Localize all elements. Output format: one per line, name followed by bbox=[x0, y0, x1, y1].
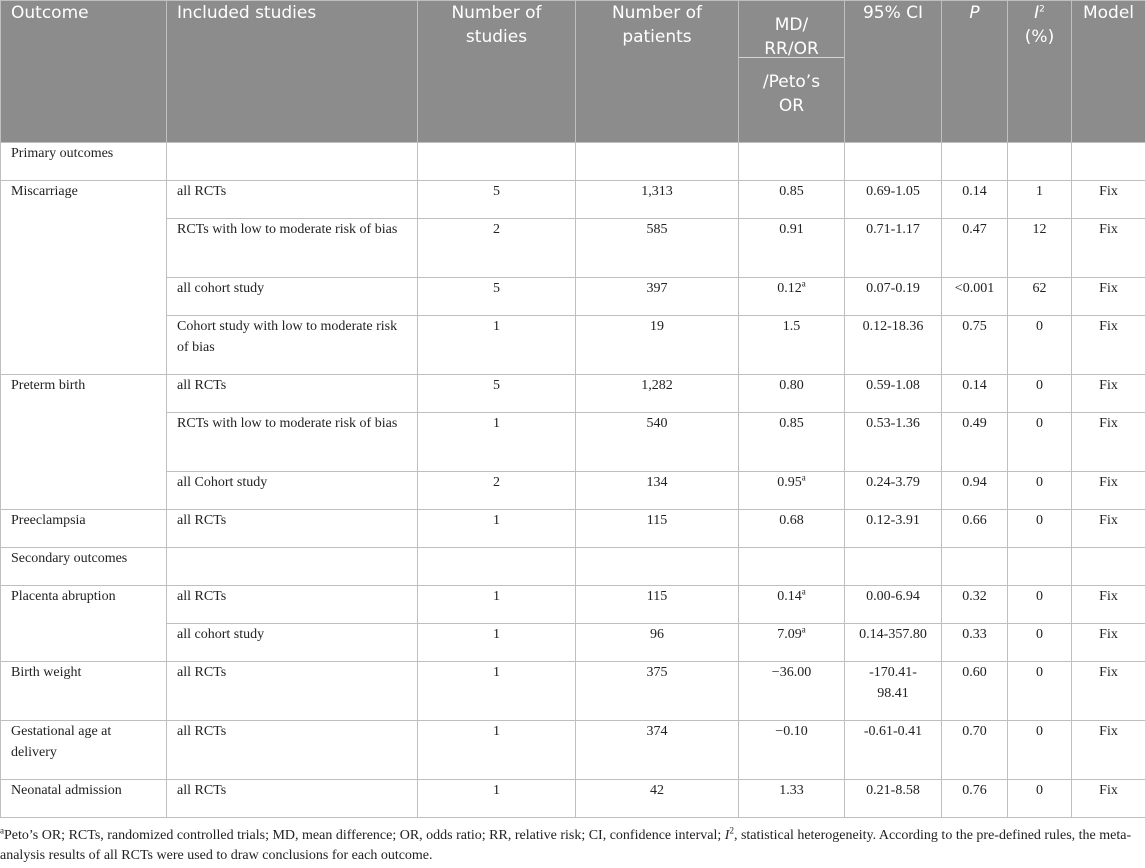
model-cell: Fix bbox=[1072, 219, 1145, 278]
i2-cell: 0 bbox=[1008, 586, 1072, 624]
p-cell: 0.75 bbox=[942, 316, 1008, 375]
n-studies-cell: 1 bbox=[418, 780, 576, 818]
col-header-number-of-patients: Number of patients bbox=[576, 1, 739, 143]
n-studies-cell: 1 bbox=[418, 413, 576, 472]
n-patients-cell: 96 bbox=[576, 624, 739, 662]
col-header-ci: 95% CI bbox=[845, 1, 942, 143]
p-cell: 0.66 bbox=[942, 510, 1008, 548]
table-row bbox=[1, 413, 1145, 472]
outcome-cell: Miscarriage bbox=[1, 181, 167, 375]
col-header-p: P bbox=[942, 1, 1008, 143]
outcome-cell: Neonatal admission bbox=[1, 780, 167, 818]
col-header-effect-measure: MD/ RR/OR /Peto’s OR bbox=[739, 1, 845, 143]
table-row bbox=[1, 662, 1145, 721]
effect-cell: −0.10 bbox=[739, 721, 845, 780]
table-row bbox=[1, 219, 1145, 278]
i2-cell: 12 bbox=[1008, 219, 1072, 278]
n-patients-cell: 42 bbox=[576, 780, 739, 818]
study-cell: all RCTs bbox=[167, 586, 418, 624]
col-header-i2: $I^2$ (%) bbox=[1008, 1, 1072, 143]
model-cell: Fix bbox=[1072, 662, 1145, 721]
section-label: Secondary outcomes bbox=[1, 548, 167, 586]
model-cell: Fix bbox=[1072, 586, 1145, 624]
effect-cell: 1.5 bbox=[739, 316, 845, 375]
study-cell: all Cohort study bbox=[167, 472, 418, 510]
ci-cell: 0.00-6.94 bbox=[845, 586, 942, 624]
outcome-cell: Preterm birth bbox=[1, 375, 167, 510]
model-cell: Fix bbox=[1072, 181, 1145, 219]
n-studies-cell: 5 bbox=[418, 278, 576, 316]
study-cell: all RCTs bbox=[167, 721, 418, 780]
study-cell: all RCTs bbox=[167, 510, 418, 548]
study-cell: all RCTs bbox=[167, 780, 418, 818]
i2-cell: 0 bbox=[1008, 780, 1072, 818]
study-cell: RCTs with low to moderate risk of bias bbox=[167, 413, 418, 472]
p-cell: 0.33 bbox=[942, 624, 1008, 662]
i2-cell: 0 bbox=[1008, 375, 1072, 413]
i2-cell: 0 bbox=[1008, 662, 1072, 721]
n-patients-cell: 1,282 bbox=[576, 375, 739, 413]
effect-cell: 0.85 bbox=[739, 181, 845, 219]
ci-cell: 0.59-1.08 bbox=[845, 375, 942, 413]
effect-cell: 0.80 bbox=[739, 375, 845, 413]
model-cell: Fix bbox=[1072, 316, 1145, 375]
table-row bbox=[1, 316, 1145, 375]
model-cell: Fix bbox=[1072, 375, 1145, 413]
outcome-cell: Placenta abruption bbox=[1, 586, 167, 662]
effect-cell: 0.85 bbox=[739, 413, 845, 472]
p-cell: 0.70 bbox=[942, 721, 1008, 780]
n-patients-cell: 375 bbox=[576, 662, 739, 721]
study-cell: all RCTs bbox=[167, 181, 418, 219]
ci-cell: -170.41-98.41 bbox=[845, 662, 942, 721]
n-patients-cell: 1,313 bbox=[576, 181, 739, 219]
table-row bbox=[1, 181, 1145, 219]
table-row bbox=[1, 721, 1145, 780]
study-cell: RCTs with low to moderate risk of bias bbox=[167, 219, 418, 278]
table-row bbox=[1, 472, 1145, 510]
outcome-cell: Preeclampsia bbox=[1, 510, 167, 548]
table-row bbox=[1, 624, 1145, 662]
table-footnote: $^a$Peto’s OR; RCTs, randomized controlled trials; MD, mean difference; OR, odds ratio; RR, relative risk; CI, confidence interval; $I^2$, statistical heterogeneity. According to the pre-defined rules, the meta-analysis results of all RCTs were used to draw conclusions for each outcome. bbox=[0, 825, 1132, 863]
n-studies-cell: 1 bbox=[418, 586, 576, 624]
n-studies-cell: 5 bbox=[418, 181, 576, 219]
p-cell: 0.49 bbox=[942, 413, 1008, 472]
i2-cell: 0 bbox=[1008, 413, 1072, 472]
p-cell: 0.32 bbox=[942, 586, 1008, 624]
ci-cell: 0.24-3.79 bbox=[845, 472, 942, 510]
model-cell: Fix bbox=[1072, 510, 1145, 548]
col-header-number-of-studies: Number of studies bbox=[418, 1, 576, 143]
model-cell: Fix bbox=[1072, 780, 1145, 818]
study-cell: all cohort study bbox=[167, 278, 418, 316]
study-cell: all RCTs bbox=[167, 662, 418, 721]
col-header-included-studies: Included studies bbox=[167, 1, 418, 143]
p-cell: 0.60 bbox=[942, 662, 1008, 721]
col-header-model: Model bbox=[1072, 1, 1145, 143]
header-row bbox=[1, 1, 1145, 143]
n-patients-cell: 115 bbox=[576, 586, 739, 624]
table-row bbox=[1, 780, 1145, 818]
ci-cell: 0.12-18.36 bbox=[845, 316, 942, 375]
n-patients-cell: 374 bbox=[576, 721, 739, 780]
p-cell: <0.001 bbox=[942, 278, 1008, 316]
p-cell: 0.14 bbox=[942, 375, 1008, 413]
ci-cell: 0.53-1.36 bbox=[845, 413, 942, 472]
section-label: Primary outcomes bbox=[1, 143, 167, 181]
outcome-cell: Gestational age at delivery bbox=[1, 721, 167, 780]
ci-cell: 0.69-1.05 bbox=[845, 181, 942, 219]
table-row bbox=[1, 510, 1145, 548]
n-studies-cell: 2 bbox=[418, 472, 576, 510]
p-cell: 0.76 bbox=[942, 780, 1008, 818]
n-studies-cell: 5 bbox=[418, 375, 576, 413]
p-cell: 0.47 bbox=[942, 219, 1008, 278]
effect-cell: 0.68 bbox=[739, 510, 845, 548]
n-patients-cell: 134 bbox=[576, 472, 739, 510]
model-cell: Fix bbox=[1072, 472, 1145, 510]
n-patients-cell: 19 bbox=[576, 316, 739, 375]
n-patients-cell: 397 bbox=[576, 278, 739, 316]
n-patients-cell: 585 bbox=[576, 219, 739, 278]
effect-cell: 0.12$^a$ bbox=[739, 278, 845, 316]
table-row bbox=[1, 278, 1145, 316]
i2-cell: 1 bbox=[1008, 181, 1072, 219]
i2-cell: 62 bbox=[1008, 278, 1072, 316]
n-studies-cell: 2 bbox=[418, 219, 576, 278]
ci-cell: 0.12-3.91 bbox=[845, 510, 942, 548]
i2-cell: 0 bbox=[1008, 472, 1072, 510]
n-studies-cell: 1 bbox=[418, 510, 576, 548]
model-cell: Fix bbox=[1072, 278, 1145, 316]
col-header-outcome: Outcome bbox=[1, 1, 167, 143]
n-studies-cell: 1 bbox=[418, 662, 576, 721]
effect-cell: −36.00 bbox=[739, 662, 845, 721]
section-row-primary bbox=[1, 143, 1145, 181]
ci-cell: 0.21-8.58 bbox=[845, 780, 942, 818]
model-cell: Fix bbox=[1072, 624, 1145, 662]
p-cell: 0.94 bbox=[942, 472, 1008, 510]
i2-cell: 0 bbox=[1008, 510, 1072, 548]
n-studies-cell: 1 bbox=[418, 721, 576, 780]
p-cell: 0.14 bbox=[942, 181, 1008, 219]
i2-cell: 0 bbox=[1008, 624, 1072, 662]
n-patients-cell: 540 bbox=[576, 413, 739, 472]
i2-cell: 0 bbox=[1008, 316, 1072, 375]
effect-cell: 7.09$^a$ bbox=[739, 624, 845, 662]
ci-cell: 0.14-357.80 bbox=[845, 624, 942, 662]
study-cell: Cohort study with low to moderate risk of bias bbox=[167, 316, 418, 375]
n-studies-cell: 1 bbox=[418, 316, 576, 375]
ci-cell: -0.61-0.41 bbox=[845, 721, 942, 780]
table-row bbox=[1, 375, 1145, 413]
n-patients-cell: 115 bbox=[576, 510, 739, 548]
effect-cell: 1.33 bbox=[739, 780, 845, 818]
ci-cell: 0.07-0.19 bbox=[845, 278, 942, 316]
effect-cell: 0.14$^a$ bbox=[739, 586, 845, 624]
ci-cell: 0.71-1.17 bbox=[845, 219, 942, 278]
outcome-cell: Birth weight bbox=[1, 662, 167, 721]
model-cell: Fix bbox=[1072, 413, 1145, 472]
model-cell: Fix bbox=[1072, 721, 1145, 780]
study-cell: all cohort study bbox=[167, 624, 418, 662]
table-row bbox=[1, 586, 1145, 624]
section-row-secondary bbox=[1, 548, 1145, 586]
effect-cell: 0.95$^a$ bbox=[739, 472, 845, 510]
i2-cell: 0 bbox=[1008, 721, 1072, 780]
n-studies-cell: 1 bbox=[418, 624, 576, 662]
study-cell: all RCTs bbox=[167, 375, 418, 413]
effect-cell: 0.91 bbox=[739, 219, 845, 278]
